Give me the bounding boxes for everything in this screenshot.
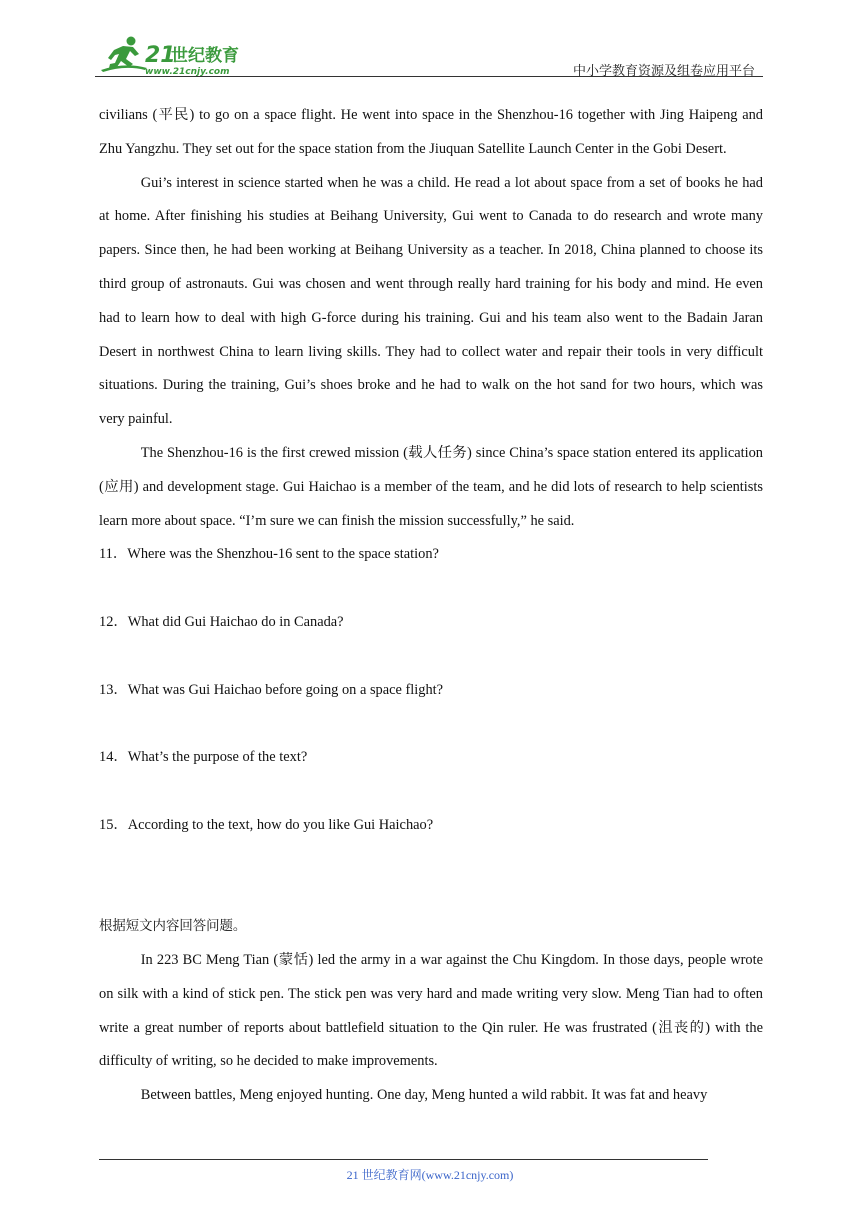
answer-space (99, 640, 763, 674)
passage-2-instruction: 根据短文内容回答问题。 (99, 919, 247, 935)
footer-link[interactable]: 21 世纪教育网(www.21cnjy.com) (346, 1168, 514, 1182)
svg-text:世纪教育: 世纪教育 (171, 46, 239, 66)
site-logo (95, 34, 265, 78)
page-header (95, 30, 763, 78)
passage-2-paragraph-1: In 223 BC Meng Tian (蒙恬) led the army in a war against the Chu Kingdom. In those days, people wrote on silk with a kind of stick pen. The stick pen was very hard and made writing very slow. Meng Tian had to often write a great number of reports about battlefield situation to the Qin ruler. He was frustrated (沮丧的) with the difficulty of writing, so he decided to make improvements. (99, 951, 763, 1070)
question-11: 11．Where was the Shenzhou-16 sent to the space station? (99, 546, 439, 563)
runner-icon (101, 37, 147, 73)
passage-1-paragraph-2: Gui’s interest in science started when he was a child. He read a lot about space from a set of books he had at home. After finishing his studies at Beihang University, Gui went to Canada to do research and wrote many papers. Since then, he had been working at Beihang University as a teacher. In 2018, China planned to choose its third group of astronauts. Gui was chosen and went through really hard training for his body and mind. He even had to learn how to deal with high G-force during his training. Gui and his team also went to the Badain Jaran Desert in northwest China to learn living skills. They had to collect water and repair their tools in very difficult situations. During the training, Gui’s shoes broke and he had to walk on the hot sand for two hours, which was very painful. (99, 174, 763, 428)
section-spacer (99, 843, 763, 911)
passage-2-paragraph-2: Between battles, Meng enjoyed hunting. One day, Meng hunted a wild rabbit. It was fat and heavy (140, 1087, 708, 1104)
question-14: 14．What’s the purpose of the text? (99, 749, 308, 766)
svg-text:www.21cnjy.com: www.21cnjy.com (145, 67, 230, 77)
passage-1-paragraph-1: civilians (平民) to go on a space flight. He went into space in the Shenzhou-16 together with Jing Haipeng and Zhu Yangzhu. They set out for the space station from the Jiuquan Satellite Launch Center in the Gobi Desert. (99, 107, 763, 157)
platform-name: 中小学教育资源及组卷应用平台 (572, 64, 755, 79)
question-12: 12．What did Gui Haichao do in Canada? (99, 613, 344, 630)
answer-space (99, 775, 763, 809)
answer-space (99, 707, 763, 741)
svg-text:21: 21 (145, 43, 176, 68)
question-13: 13．What was Gui Haichao before going on a space flight? (99, 681, 444, 698)
question-15: 15．According to the text, how do you like Gui Haichao? (99, 816, 434, 833)
header-divider (95, 76, 763, 77)
answer-space (99, 572, 763, 606)
passage-1-paragraph-3: The Shenzhou-16 is the first crewed mission (载人任务) since China’s space station entered its application (应用) and development stage. Gui Haichao is a member of the team, and he did lots of research to help scientists learn more about space. “I’m sure we can finish the mission successfully,” he said. (99, 444, 763, 529)
page-content (99, 99, 763, 1113)
footer-divider (99, 1159, 708, 1160)
